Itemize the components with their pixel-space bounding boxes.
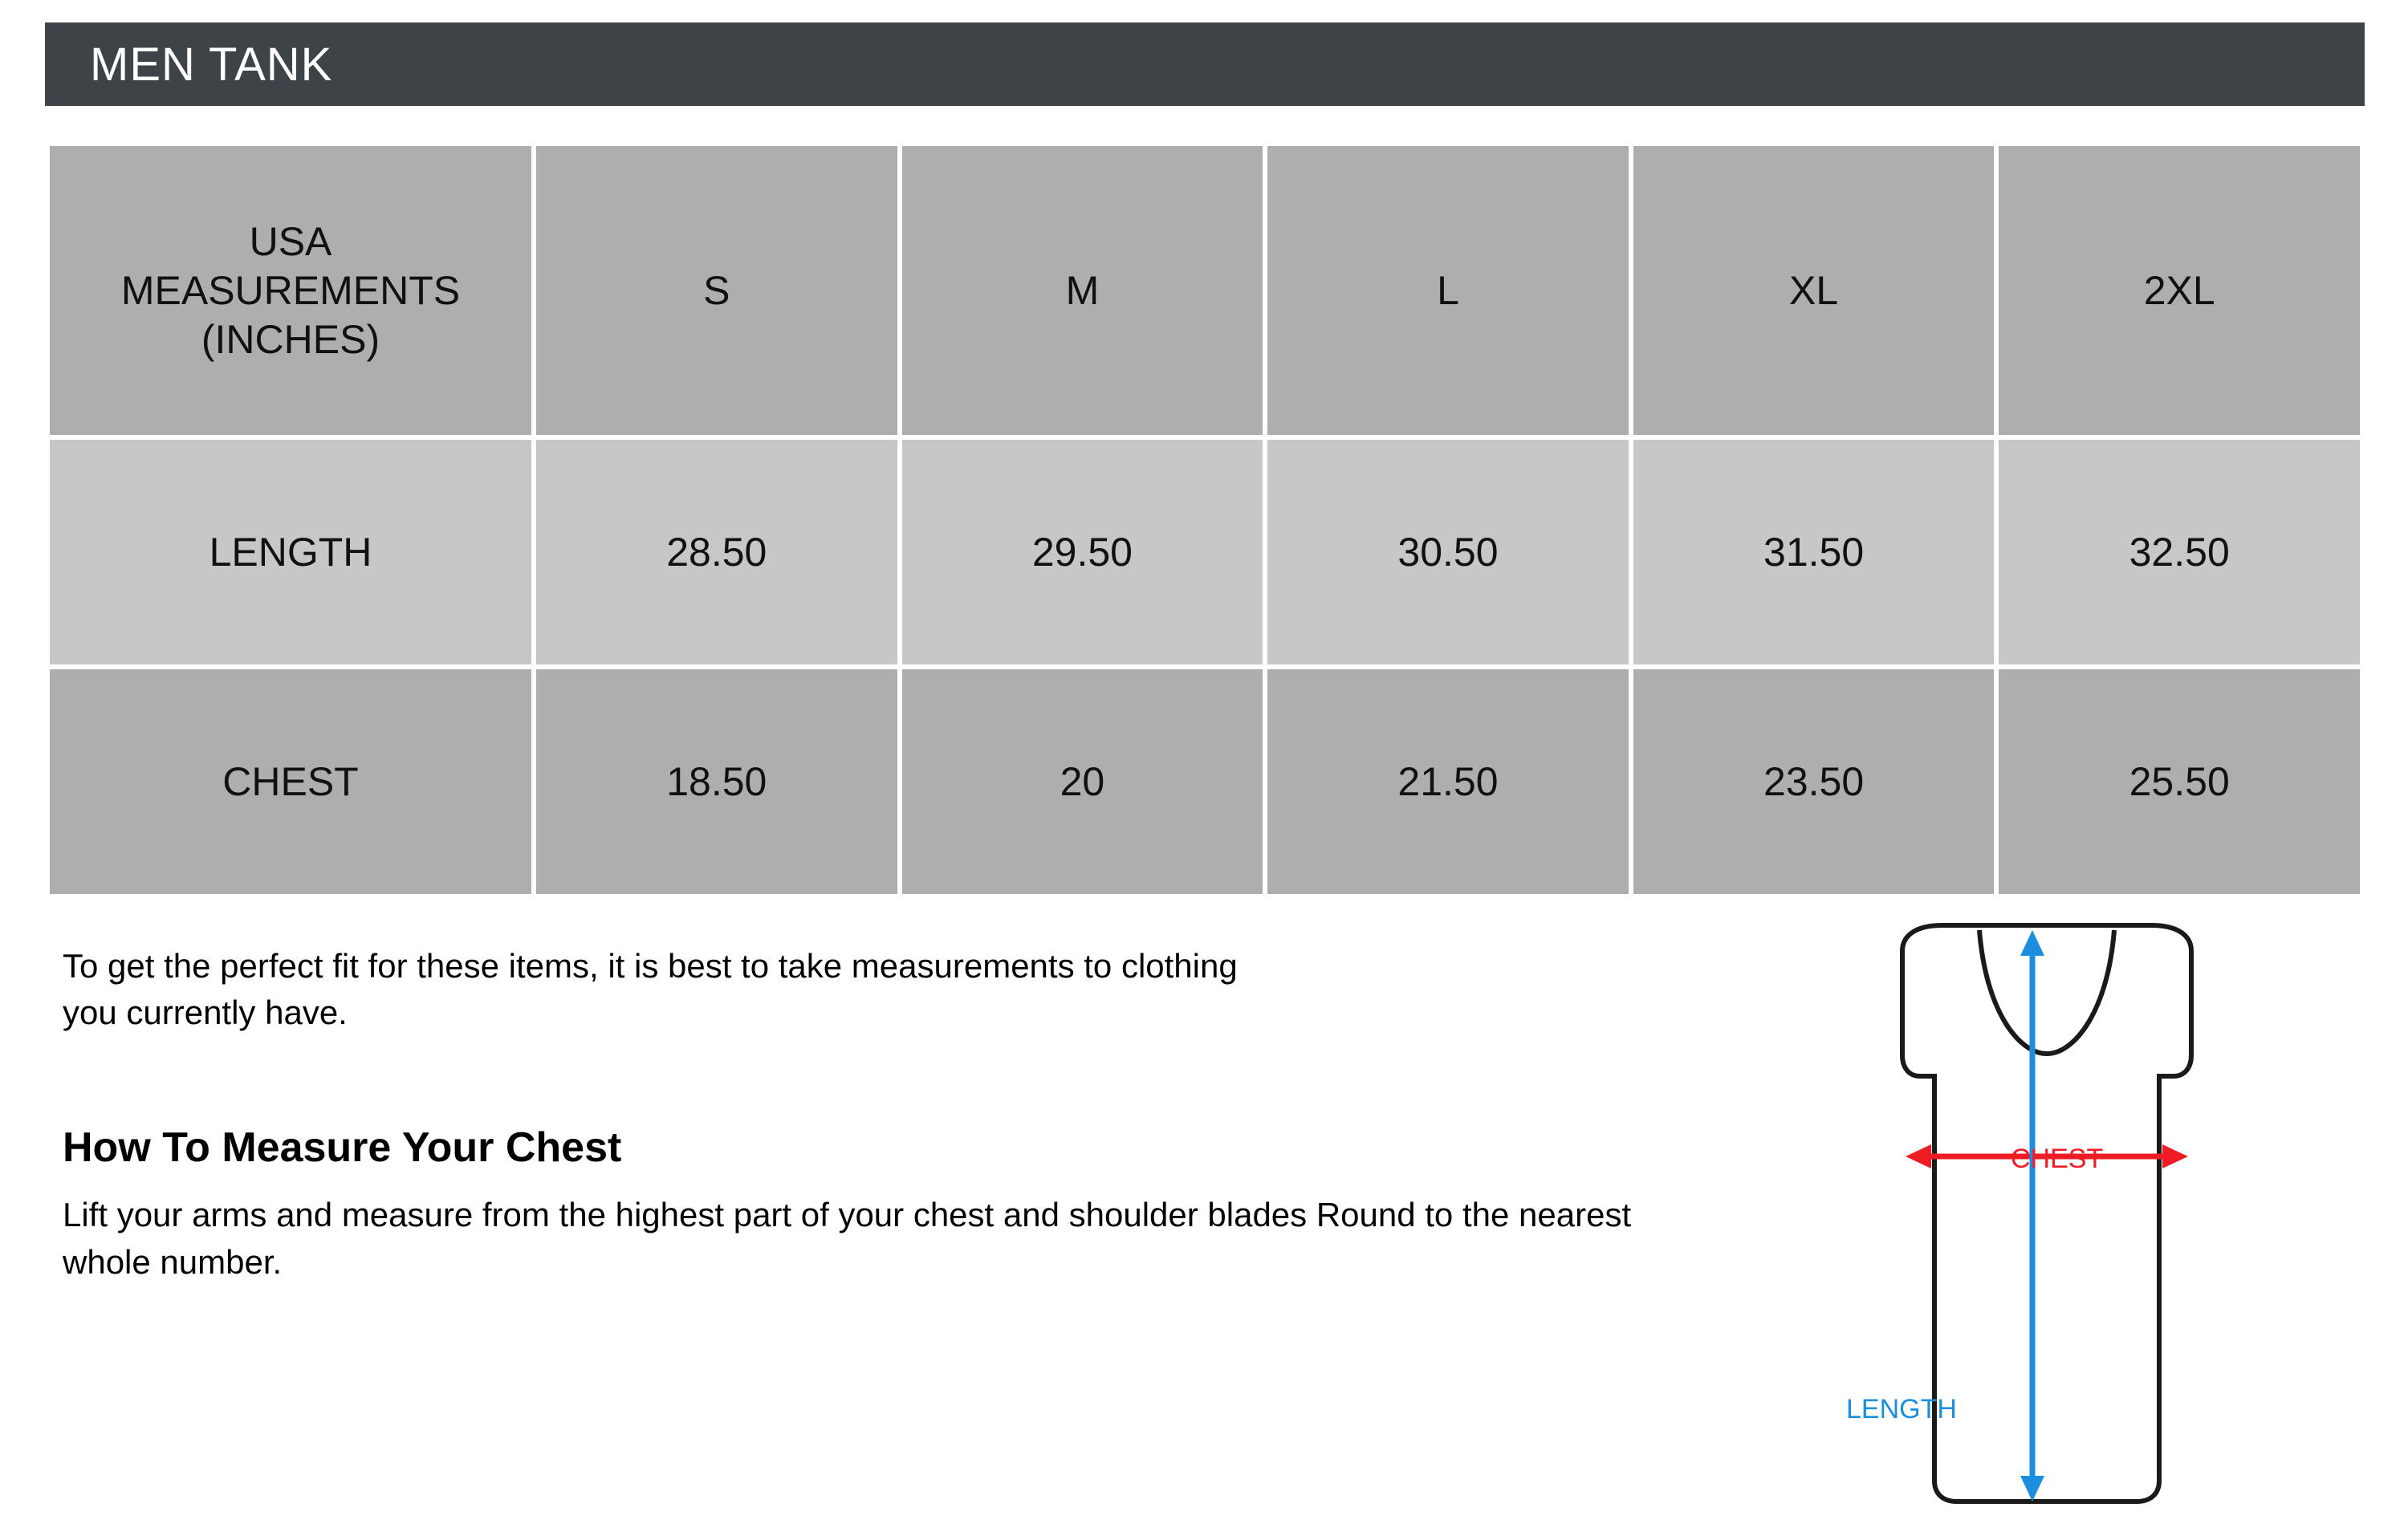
chest-arrow-label: CHEST	[2011, 1144, 2104, 1174]
row-label-chest: CHEST	[50, 669, 531, 894]
column-header-size-m: M	[902, 146, 1263, 435]
column-header-size-2xl: 2XL	[1999, 146, 2360, 435]
length-arrow-label: LENGTH	[1846, 1394, 1957, 1424]
how-to-measure-body: Lift your arms and measure from the highest part of your chest and shoulder blades Round to the nearest whole number.	[63, 1196, 1632, 1281]
table-header-row	[50, 146, 2360, 435]
corner-label-line-1: USA	[249, 218, 332, 264]
cell-length-l: 30.50	[1267, 440, 1629, 664]
size-chart-table	[45, 141, 2365, 899]
column-header-size-xl: XL	[1633, 146, 1995, 435]
corner-label-line-2: MEASUREMENTS	[120, 267, 461, 313]
cell-length-s: 28.50	[536, 440, 897, 664]
cell-chest-2xl: 25.50	[1999, 669, 2360, 894]
column-header-size-l: L	[1267, 146, 1629, 435]
cell-length-2xl: 32.50	[1999, 440, 2360, 664]
cell-length-xl: 31.50	[1633, 440, 1995, 664]
column-header-size-s: S	[536, 146, 897, 435]
corner-label-line-3: (INCHES)	[201, 316, 380, 362]
row-label-length: LENGTH	[50, 440, 531, 664]
page-title: MEN TANK	[90, 38, 333, 91]
fit-note: To get the perfect fit for these items, it is best to take measurements to clothing you currently have.	[63, 947, 1238, 1031]
cell-chest-s: 18.50	[536, 669, 897, 894]
table-row	[50, 669, 2360, 894]
table-row	[50, 440, 2360, 664]
cell-chest-m: 20	[902, 669, 1263, 894]
cell-chest-l: 21.50	[1267, 669, 1629, 894]
table-corner-label	[50, 146, 531, 435]
cell-length-m: 29.50	[902, 440, 1263, 664]
cell-chest-xl: 23.50	[1633, 669, 1995, 894]
how-to-measure-heading: How To Measure Your Chest	[63, 1124, 622, 1171]
page-title-bar	[45, 22, 2365, 106]
